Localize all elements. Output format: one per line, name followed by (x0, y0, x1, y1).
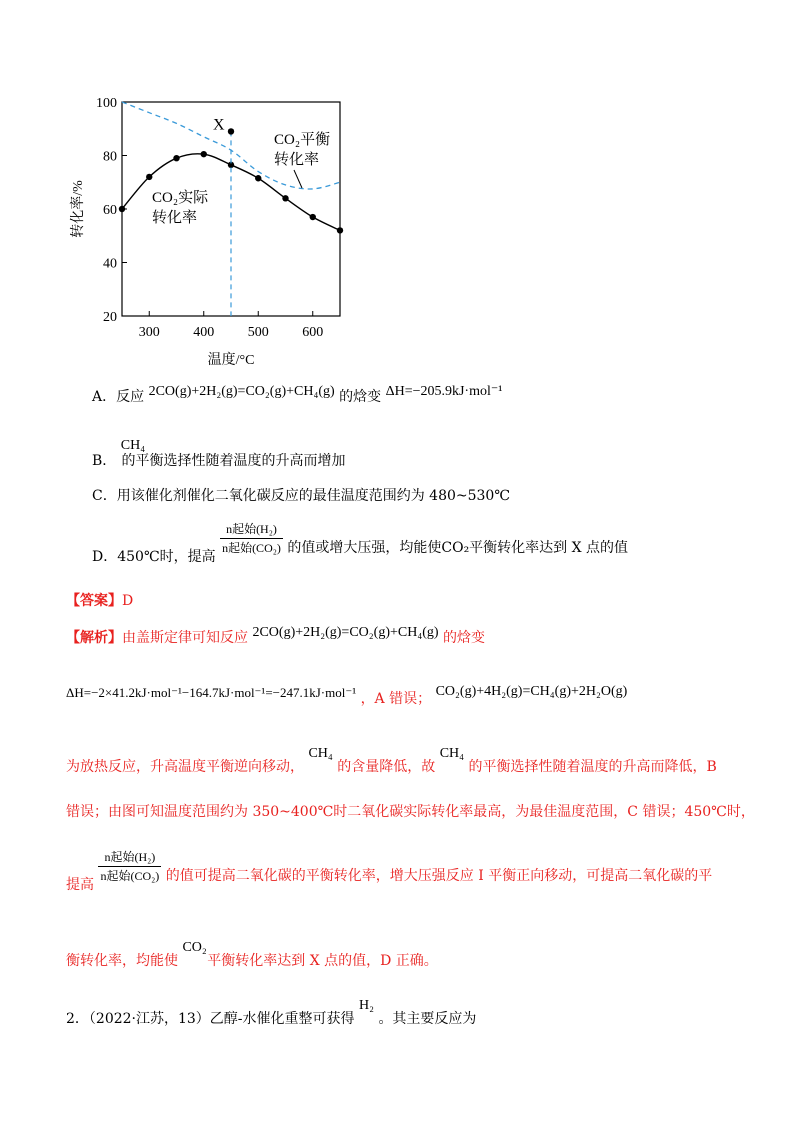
option-a-equation: 2CO(g)+2H₂(g)=CO₂(g)+CH₄(g) (148, 384, 335, 399)
answer-line (66, 592, 133, 610)
analysis-l5-text: 的值可提高二氧化碳的平衡转化率，增大压强反应 I 平衡正向移动，可提高二氧化碳的平 (165, 867, 713, 884)
x-tick-label: 600 (302, 325, 324, 340)
analysis-line-5 (66, 848, 713, 893)
y-tick-label: 100 (96, 96, 117, 111)
analysis-l3-c: 的平衡选择性随着温度的升高而降低，B (468, 759, 717, 775)
option-a-enthalpy: ΔH=−205.9kJ·mol⁻¹ (385, 384, 503, 399)
analysis-l5-pre: 提高 (66, 876, 94, 893)
option-d-frac-num: n起始(H₂) (220, 520, 283, 539)
analysis-l3-a: 为放热反应，升高温度平衡逆向移动， (66, 759, 304, 775)
option-b (92, 438, 346, 469)
x-tick-label: 500 (247, 325, 269, 340)
x-tick-label: 400 (193, 325, 215, 340)
actual-annotation-line1: CO₂实际 (152, 190, 209, 206)
option-a (92, 384, 503, 407)
option-d-frac-den: n起始(CO₂) (222, 541, 281, 555)
chart-annotations (152, 116, 330, 316)
actual-point (201, 151, 207, 157)
analysis-l6-a: 衡转化率，均能使 (66, 953, 178, 969)
option-a-suffix: 的焓变 (339, 389, 382, 405)
option-a-prefix: A．反应 (92, 389, 145, 405)
equilibrium-annotation-line2: 转化率 (274, 152, 320, 168)
actual-point (337, 227, 343, 233)
conversion-rate-chart (60, 88, 380, 373)
y-tick-label: 20 (103, 310, 117, 325)
analysis-l3-b: 的含量降低，故 (337, 759, 436, 775)
analysis-line-3 (66, 744, 717, 775)
x-axis-label: 温度/°C (207, 353, 255, 368)
analysis-l3-ch4-a: CH₄ (308, 746, 333, 761)
point-x-label: X (213, 116, 225, 134)
analysis-l2-text: ，A 错误； (360, 691, 432, 707)
y-tick-label: 60 (103, 203, 117, 218)
analysis-line-1 (66, 625, 485, 648)
actual-point (282, 195, 288, 201)
analysis-l1-equation: 2CO(g)+2H₂(g)=CO₂(g)+CH₄(g) (252, 625, 439, 640)
actual-point (119, 206, 125, 212)
option-d (92, 520, 629, 565)
analysis-line-2 (66, 684, 628, 707)
equilibrium-annotation-line1: CO₂平衡 (274, 132, 331, 148)
option-d-prefix: D．450℃时，提高 (92, 548, 216, 565)
equilibrium-pointer (294, 170, 302, 188)
actual-annotation-line2: 转化率 (152, 210, 198, 226)
next-question-text: 2．（2022·江苏，13）乙醇-水催化重整可获得 (66, 1011, 355, 1027)
analysis-l5-fraction (98, 848, 161, 885)
option-b-ch4: CH₄ (120, 438, 146, 453)
analysis-label: 【解析】 (66, 630, 122, 646)
analysis-line-6 (66, 938, 438, 969)
y-axis-label: 转化率/% (71, 180, 86, 238)
analysis-l6-co2: CO₂ (182, 940, 207, 955)
analysis-line-4: 错误；由图可知温度范围约为 350~400℃时二氧化碳实际转化率最高，为最佳温度范围，C 错误；450℃时， (66, 804, 755, 820)
next-question-h2: H₂ (358, 998, 374, 1013)
actual-point (310, 214, 316, 220)
next-question-tail: 。其主要反应为 (378, 1011, 477, 1027)
analysis-l1-tail: 的焓变 (443, 630, 485, 646)
point-x (228, 128, 234, 134)
answer-label: 【答案】 (66, 593, 122, 609)
actual-point (146, 174, 152, 180)
analysis-l2-equation2: CO₂(g)+4H₂(g)=CH₄(g)+2H₂O(g) (435, 684, 628, 699)
y-tick-label: 40 (103, 256, 117, 272)
option-d-text: 的值或增大压强，均能使CO₂平衡转化率达到 X 点的值 (287, 539, 629, 556)
analysis-l1-text: 由盖斯定律可知反应 (122, 630, 248, 646)
actual-point (255, 175, 261, 181)
analysis-l2-equation: ΔH=−2×41.2kJ·mol⁻¹−164.7kJ·mol⁻¹=−247.1kJ·mol⁻¹ (66, 685, 357, 700)
analysis-l6-b: 平衡转化率达到 X 点的值，D 正确。 (207, 953, 438, 969)
analysis-l5-frac-den: n起始(CO₂) (100, 869, 160, 883)
x-tick-label: 300 (138, 325, 160, 340)
option-d-fraction (220, 520, 283, 557)
analysis-l3-ch4-b: CH₄ (439, 746, 465, 761)
option-c: C．用该催化剂催化二氧化碳反应的最佳温度范围约为 480~530℃ (92, 488, 510, 504)
y-tick-label: 80 (103, 149, 117, 165)
option-b-text: 的平衡选择性随着温度的升高而增加 (121, 453, 346, 469)
actual-point (173, 155, 179, 161)
option-b-prefix: B． (92, 453, 117, 469)
next-question (66, 996, 477, 1027)
analysis-l5-frac-num: n起始(H₂) (98, 848, 161, 867)
answer-value: D (122, 593, 134, 609)
